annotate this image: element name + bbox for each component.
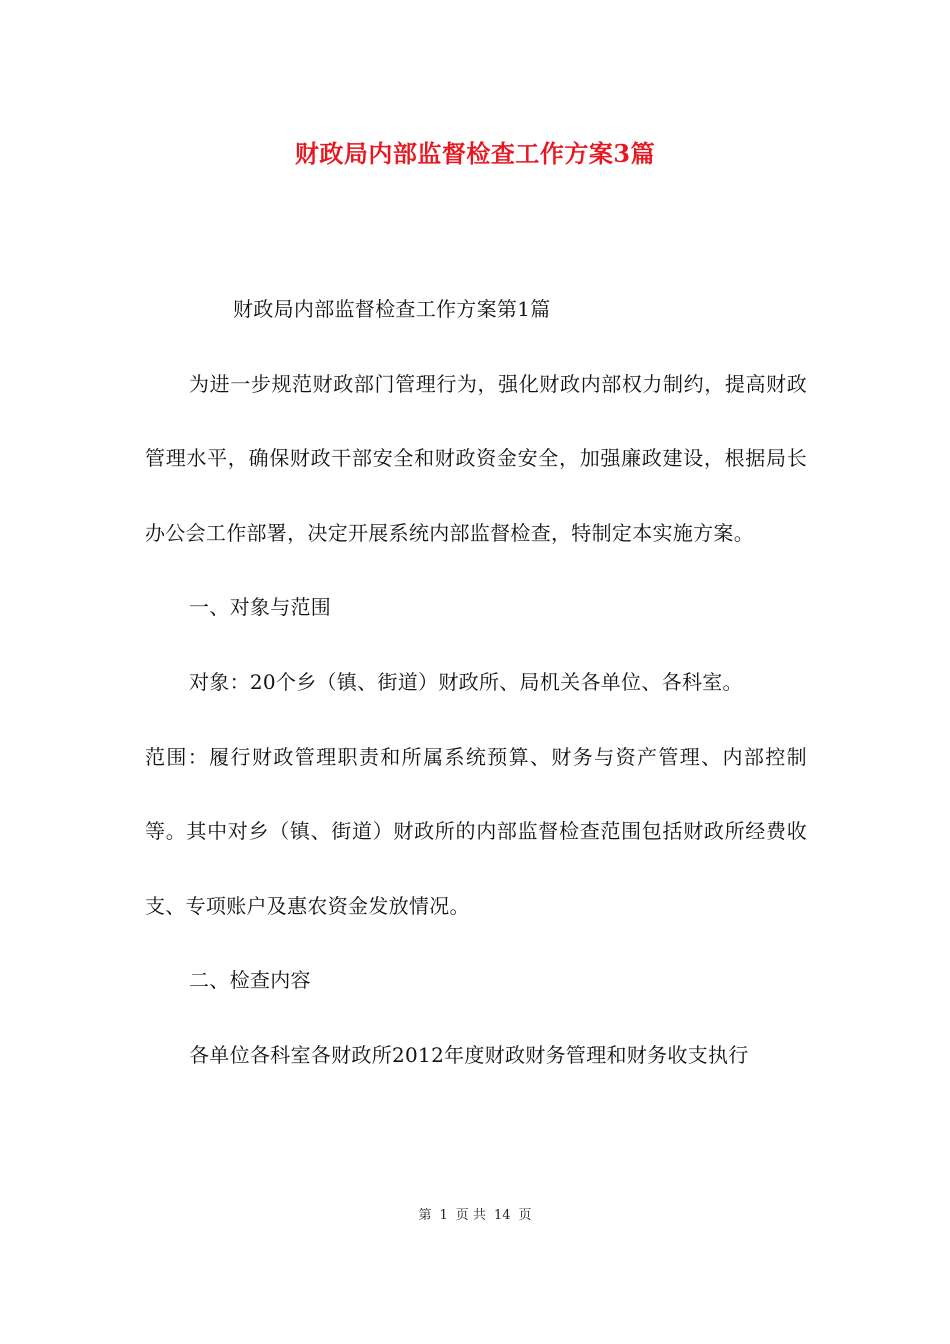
section-subtitle: 财政局内部监督检查工作方案第1篇: [233, 297, 551, 321]
footer-current-page: 1: [439, 1208, 448, 1223]
heading-content: 二、检查内容: [189, 968, 311, 993]
footer-prefix: 第: [418, 1208, 432, 1223]
footer-total-pages: 14: [493, 1208, 511, 1223]
document-body: [145, 272, 807, 1093]
heading-scope: 一、对象与范围: [189, 595, 332, 620]
document-title: 财政局内部监督检查工作方案3篇: [294, 139, 656, 168]
paragraph-intro: 为进一步规范财政部门管理行为，强化财政内部权力制约，提高财政管理水平，确保财政干部安全和财政资金安全，加强廉政建设，根据局长办公会工作部署，决定开展系统内部监督检查，特制定本实施方案。: [145, 371, 807, 545]
paragraph-content: 各单位各科室各财政所2012年度财政财务管理和财务收支执行: [189, 1042, 749, 1067]
page-footer: [0, 1206, 950, 1226]
paragraph-range: 范围：履行财政管理职责和所属系统预算、财务与资产管理、内部控制等。其中对乡（镇、街道）财政所的内部监督检查范围包括财政所经费收支、专项账户及惠农资金发放情况。: [145, 744, 807, 918]
footer-middle: 页 共: [455, 1208, 486, 1223]
paragraph-object: 对象：20个乡（镇、街道）财政所、局机关各单位、各科室。: [189, 669, 743, 694]
footer-suffix: 页: [518, 1208, 532, 1223]
